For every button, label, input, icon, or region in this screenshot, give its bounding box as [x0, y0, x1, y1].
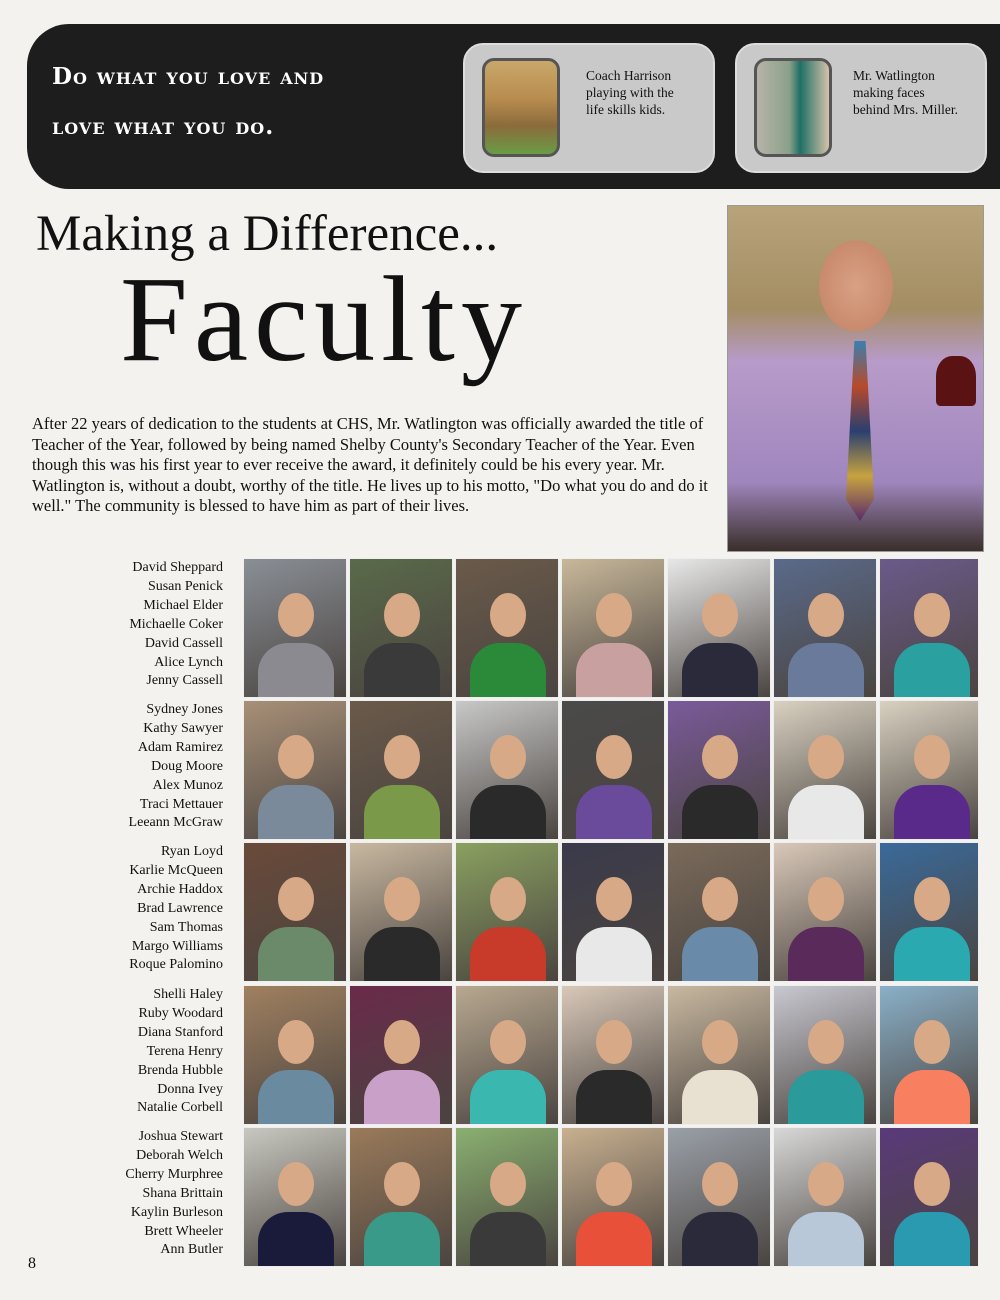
faculty-photo-face: [702, 1020, 738, 1064]
faculty-photo-torso: [788, 1212, 864, 1267]
faculty-photo: [773, 842, 877, 982]
motto-line-1: Do what you love and: [52, 63, 325, 90]
faculty-photo-torso: [576, 1070, 652, 1125]
faculty-photo: [879, 842, 979, 982]
faculty-photo-face: [596, 1162, 632, 1206]
faculty-photo-torso: [364, 1070, 440, 1125]
faculty-photo: [879, 700, 979, 840]
faculty-photo: [243, 700, 347, 840]
faculty-photo-face: [914, 1020, 950, 1064]
faculty-name: Sam Thomas: [149, 919, 223, 935]
faculty-photo-face: [278, 1020, 314, 1064]
faculty-photo-face: [596, 593, 632, 637]
faculty-photo-face: [702, 1162, 738, 1206]
photo-coach-harrison: [482, 58, 560, 157]
faculty-name: David Sheppard: [132, 560, 223, 575]
faculty-photo-face: [808, 735, 844, 779]
faculty-photo: [667, 700, 771, 840]
faculty-photo-torso: [470, 785, 546, 840]
faculty-photo-torso: [682, 1212, 758, 1267]
faculty-photo: [773, 1127, 877, 1267]
faculty-photo: [455, 700, 559, 840]
faculty-name: Kaylin Burleson: [130, 1204, 223, 1220]
faculty-photo-torso: [894, 1212, 970, 1267]
faculty-photo: [561, 558, 665, 698]
faculty-name: Michaelle Coker: [129, 616, 223, 632]
faculty-photo-torso: [258, 1212, 334, 1267]
faculty-name: Ann Butler: [160, 1242, 223, 1258]
faculty-photo-torso: [682, 927, 758, 982]
faculty-name: Alex Munoz: [152, 777, 223, 793]
faculty-photo: [455, 558, 559, 698]
faculty-photo-face: [490, 593, 526, 637]
faculty-photo-face: [808, 877, 844, 921]
faculty-photo: [879, 1127, 979, 1267]
faculty-photo-torso: [682, 643, 758, 698]
faculty-name: Deborah Welch: [136, 1147, 223, 1163]
faculty-name: Ruby Woodard: [138, 1005, 223, 1021]
faculty-photo: [773, 700, 877, 840]
faculty-photo-face: [384, 593, 420, 637]
page-subtitle: Making a Difference...: [36, 206, 499, 262]
faculty-photo-torso: [788, 785, 864, 840]
faculty-photo-torso: [470, 1212, 546, 1267]
faculty-photo-face: [596, 1020, 632, 1064]
callout-caption: [586, 67, 674, 118]
faculty-photo-face: [384, 1162, 420, 1206]
faculty-photo: [667, 1127, 771, 1267]
faculty-photo-face: [808, 1020, 844, 1064]
faculty-photo-torso: [894, 927, 970, 982]
faculty-name-list: [95, 986, 223, 1118]
faculty-photo: [879, 558, 979, 698]
faculty-photo: [349, 985, 453, 1125]
faculty-photo-torso: [682, 1070, 758, 1125]
faculty-photo-face: [278, 1162, 314, 1206]
faculty-name: Joshua Stewart: [138, 1129, 223, 1144]
faculty-photo-torso: [894, 1070, 970, 1125]
caption-line: life skills kids.: [586, 102, 666, 117]
callout-watlington: [735, 43, 987, 173]
faculty-photo: [667, 842, 771, 982]
faculty-photo: [243, 985, 347, 1125]
caption-line: Coach Harrison: [586, 68, 672, 83]
faculty-name: David Cassell: [144, 635, 223, 651]
faculty-photo-face: [702, 877, 738, 921]
faculty-photo-face: [808, 1162, 844, 1206]
faculty-name: Donna Ivey: [157, 1081, 223, 1097]
feature-story: After 22 years of dedication to the students at CHS, Mr. Watlington was officially awarded the title of Teacher of the Year, followed by being named Shelby County's Secondary Teacher of the Year. Even though this was his first year to ever receive the award, it definitely could be his every year. Mr. Watlington is, without a doubt, worthy of the title. He lives up to his motto, "Do what you do and do it well." The community is blessed to have him as part of their lives.: [32, 414, 708, 516]
faculty-name: Michael Elder: [143, 597, 223, 613]
faculty-photo: [243, 558, 347, 698]
faculty-name: Terena Henry: [146, 1043, 223, 1059]
faculty-photo-torso: [894, 643, 970, 698]
faculty-photo-face: [914, 877, 950, 921]
faculty-photo: [773, 558, 877, 698]
faculty-photo: [349, 842, 453, 982]
faculty-photo-face: [596, 877, 632, 921]
faculty-photo: [561, 985, 665, 1125]
faculty-photo-torso: [576, 643, 652, 698]
faculty-photo-face: [596, 735, 632, 779]
faculty-name: Susan Penick: [147, 578, 223, 594]
faculty-photo: [349, 700, 453, 840]
faculty-photo-torso: [364, 785, 440, 840]
faculty-photo-torso: [682, 785, 758, 840]
faculty-photo-face: [914, 735, 950, 779]
faculty-photo-face: [702, 735, 738, 779]
faculty-photo-face: [278, 593, 314, 637]
faculty-photo: [773, 985, 877, 1125]
faculty-name: Alice Lynch: [154, 654, 223, 670]
faculty-name-list: [95, 701, 223, 833]
faculty-name-list: [95, 843, 223, 975]
faculty-name: Shelli Haley: [153, 987, 223, 1002]
faculty-photo-torso: [470, 1070, 546, 1125]
faculty-photo-torso: [364, 927, 440, 982]
faculty-name: Roque Palomino: [129, 957, 223, 973]
faculty-photo: [243, 1127, 347, 1267]
caption-line: behind Mrs. Miller.: [853, 102, 958, 117]
faculty-name: Kathy Sawyer: [143, 720, 223, 736]
faculty-photo-torso: [364, 1212, 440, 1267]
faculty-photo-face: [808, 593, 844, 637]
callout-caption: [853, 67, 958, 118]
faculty-photo-face: [278, 735, 314, 779]
faculty-photo-torso: [258, 785, 334, 840]
faculty-photo-face: [384, 877, 420, 921]
faculty-photo: [561, 700, 665, 840]
faculty-photo-face: [914, 593, 950, 637]
faculty-name: Doug Moore: [151, 758, 223, 774]
faculty-photo-face: [702, 593, 738, 637]
motto-line-2: love what you do.: [52, 113, 275, 140]
faculty-name: Karlie McQueen: [129, 862, 223, 878]
faculty-photo: [667, 558, 771, 698]
faculty-name: Brad Lawrence: [137, 900, 223, 916]
faculty-photo-torso: [470, 643, 546, 698]
faculty-photo: [455, 842, 559, 982]
faculty-photo-torso: [258, 643, 334, 698]
faculty-name: Natalie Corbell: [137, 1100, 223, 1116]
faculty-photo-face: [490, 1162, 526, 1206]
faculty-photo-torso: [258, 927, 334, 982]
photo-watlington-miller: [754, 58, 832, 157]
faculty-name: Jenny Cassell: [146, 673, 223, 689]
faculty-photo-torso: [258, 1070, 334, 1125]
faculty-photo: [349, 558, 453, 698]
faculty-name-list: [95, 559, 223, 691]
faculty-photo-face: [490, 735, 526, 779]
callout-coach-harrison: [463, 43, 715, 173]
faculty-photo-face: [278, 877, 314, 921]
motto: [52, 52, 472, 152]
faculty-photo-torso: [576, 785, 652, 840]
faculty-name: Sydney Jones: [146, 702, 223, 717]
page-title: Faculty: [120, 252, 528, 387]
faculty-photo: [667, 985, 771, 1125]
faculty-photo: [455, 1127, 559, 1267]
faculty-name: Ryan Loyd: [160, 844, 223, 859]
faculty-name: Margo Williams: [131, 938, 223, 954]
faculty-name: Brett Wheeler: [144, 1223, 223, 1239]
faculty-photo-face: [384, 1020, 420, 1064]
faculty-photo-face: [490, 877, 526, 921]
faculty-name: Cherry Murphree: [125, 1166, 223, 1182]
necktie: [846, 341, 874, 521]
faculty-photo: [879, 985, 979, 1125]
faculty-photo-face: [914, 1162, 950, 1206]
faculty-photo: [243, 842, 347, 982]
faculty-name: Traci Mettauer: [139, 796, 223, 812]
faculty-photo-torso: [470, 927, 546, 982]
caption-line: Mr. Watlington: [853, 68, 935, 83]
faculty-name: Brenda Hubble: [137, 1062, 223, 1078]
faculty-name: Archie Haddox: [137, 881, 223, 897]
faculty-photo-torso: [576, 1212, 652, 1267]
faculty-photo: [455, 985, 559, 1125]
faculty-name: Adam Ramirez: [137, 739, 223, 755]
faculty-name: Diana Stanford: [137, 1024, 223, 1040]
apple-trophy: [936, 356, 976, 406]
faculty-name: Leeann McGraw: [128, 815, 223, 831]
faculty-photo: [561, 842, 665, 982]
faculty-photo-torso: [576, 927, 652, 982]
teacher-of-year-photo: [727, 205, 984, 552]
faculty-photo: [561, 1127, 665, 1267]
faculty-photo-torso: [788, 927, 864, 982]
faculty-photo-face: [490, 1020, 526, 1064]
faculty-photo-face: [384, 735, 420, 779]
faculty-photo: [349, 1127, 453, 1267]
page-number: 8: [28, 1255, 36, 1272]
faculty-photo-torso: [788, 643, 864, 698]
caption-line: making faces: [853, 85, 925, 100]
caption-line: playing with the: [586, 85, 674, 100]
faculty-name-list: [95, 1128, 223, 1260]
faculty-photo-torso: [894, 785, 970, 840]
faculty-photo-torso: [788, 1070, 864, 1125]
faculty-photo-torso: [364, 643, 440, 698]
faculty-name: Shana Brittain: [142, 1185, 223, 1201]
